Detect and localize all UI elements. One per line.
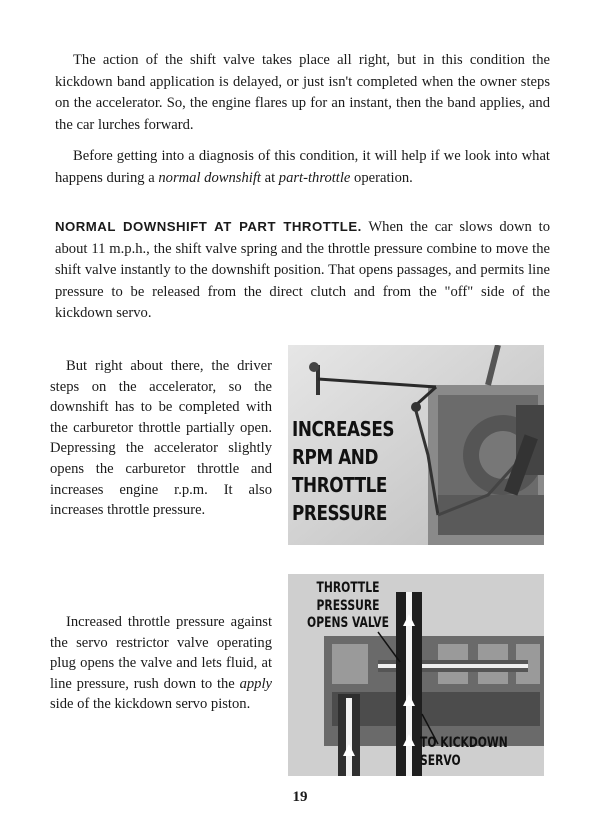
section-body: When the car slows down to about 11 m.p.h., the shift valve spring and the throttle pressure combine to move the shift valve instantly to the downshift position. That opens passages, and permits line pressure to be released from the direct clutch and from the "off" side of the kickdown servo. xyxy=(55,219,550,321)
section-paragraph xyxy=(55,216,550,325)
apply-emphasis: apply xyxy=(239,675,272,692)
throttle-linkage-photo xyxy=(288,345,544,545)
part-throttle-emphasis: part-throttle xyxy=(278,169,351,186)
diagnosis-text-end: operation. xyxy=(350,169,413,186)
servo-valve-photo xyxy=(288,574,544,776)
restrictor-text-start: Increased throttle pressure against the servo restrictor valve operating plug opens the valve and lets fluid, at line pressure, rush down to the xyxy=(50,614,272,692)
diagnosis-text-start: Before getting into a diagnosis of this condition, it will help if we look into what happens during a xyxy=(55,148,550,186)
intro-paragraph: The action of the shift valve takes place all right, but in this condition the kickdown band application is delayed, or just isn't completed when the owner steps on the accelerator. So, the engine flares up for an instant, then the band applies, and the car lurches forward. xyxy=(55,52,550,133)
figure2-caption-line: OPENS VALVE xyxy=(307,615,389,631)
section-heading: NORMAL DOWNSHIFT AT PART THROTTLE. xyxy=(55,219,362,234)
restrictor-text-end: side of the kickdown servo piston. xyxy=(50,696,251,713)
figure1-caption-line: INCREASES xyxy=(292,417,395,441)
figure1-caption-line: THROTTLE xyxy=(292,473,388,497)
figure2-bottom-caption xyxy=(420,734,508,770)
page-number: 19 xyxy=(292,789,308,805)
figure2-caption-line: THROTTLE xyxy=(316,580,380,596)
accelerator-paragraph: But right about there, the driver steps on the accelerator, so the downshift has to be completed with the carburetor throttle partially open. Depressing the accelerator slightly opens the carburetor throttle and increases engine r.p.m. It also increases throttle pressure. xyxy=(50,358,272,519)
diagnosis-text-middle: at xyxy=(260,169,279,186)
figure2-caption-line: TO KICKDOWN xyxy=(420,735,508,751)
normal-downshift-emphasis: normal downshift xyxy=(158,169,261,186)
figure1-caption xyxy=(292,415,394,527)
diagnosis-paragraph xyxy=(55,146,550,189)
figure1-caption-line: RPM AND xyxy=(292,445,379,469)
figure2-caption-line: SERVO xyxy=(420,753,461,769)
figure1-caption-line: PRESSURE xyxy=(292,501,388,525)
figure2-top-caption xyxy=(301,580,395,633)
figure2-caption-line: PRESSURE xyxy=(316,597,380,614)
restrictor-valve-paragraph xyxy=(50,612,272,715)
